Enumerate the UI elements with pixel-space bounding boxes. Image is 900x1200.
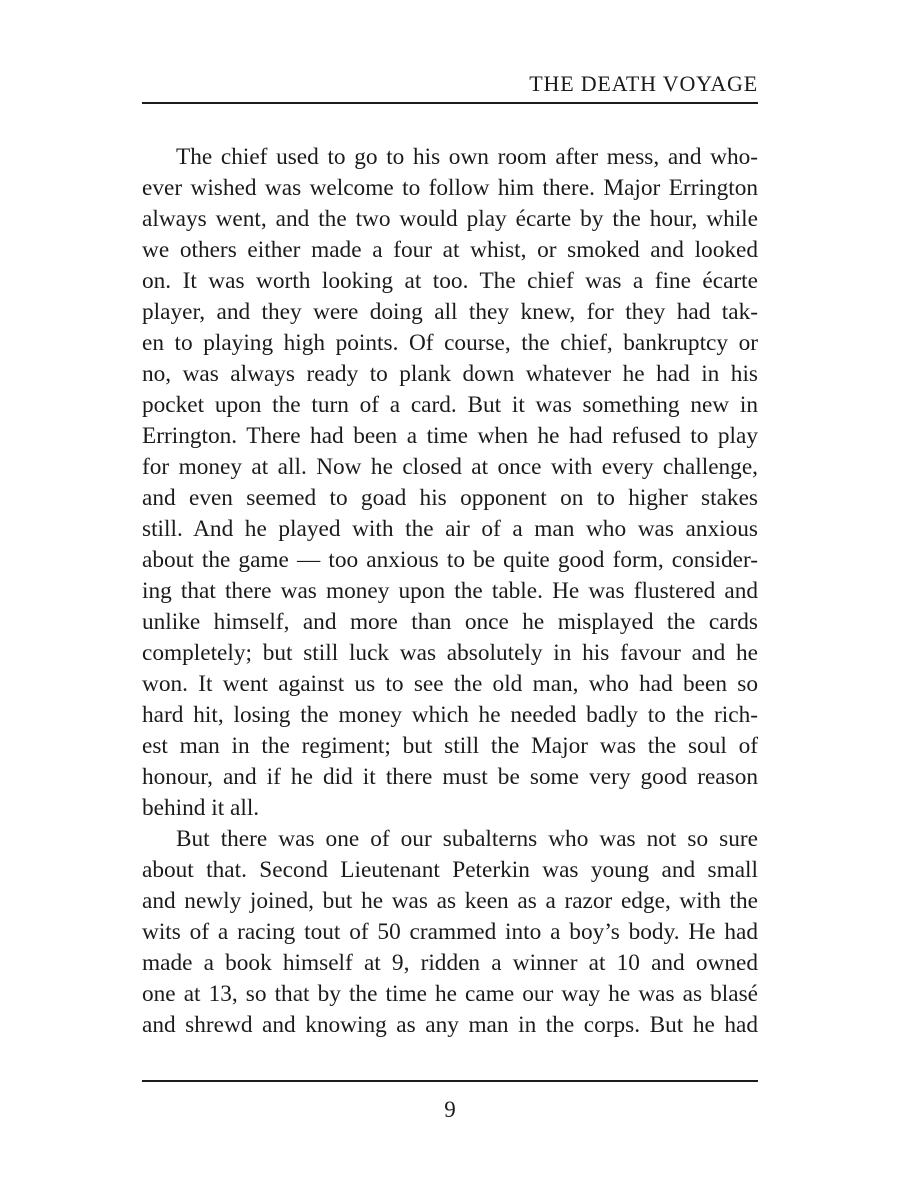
footer-rule xyxy=(142,1080,758,1082)
running-title: THE DEATH VOYAGE xyxy=(529,71,758,96)
text-line: still. And he played with the air of a man who was anxious xyxy=(142,516,758,542)
text-line: one at 13, so that by the time he came our way he was as blasé xyxy=(142,981,758,1007)
text-line: about that. Second Lieutenant Peterkin was young and small xyxy=(142,857,758,883)
text-line: hard hit, losing the money which he needed badly to the rich- xyxy=(142,702,758,728)
text-line: honour, and if he did it there must be some very good reason xyxy=(142,764,758,790)
text-line: player, and they were doing all they knew, for they had tak- xyxy=(142,299,758,325)
text-line: and shrewd and knowing as any man in the corps. But he had xyxy=(142,1012,758,1038)
text-line: The chief used to go to his own room after mess, and who- xyxy=(176,144,758,170)
paragraph-2 xyxy=(142,824,758,1041)
text-line: behind it all. xyxy=(142,795,260,821)
text-line: But there was one of our subalterns who was not so sure xyxy=(176,826,758,852)
text-line: en to playing high points. Of course, the chief, bankruptcy or xyxy=(142,330,758,356)
text-line: pocket upon the turn of a card. But it was something new in xyxy=(142,392,758,418)
page-body xyxy=(142,142,758,1041)
text-line: and even seemed to goad his opponent on to higher stakes xyxy=(142,485,758,511)
text-line: no, was always ready to plank down whatever he had in his xyxy=(142,361,758,387)
text-line: Errington. There had been a time when he had refused to play xyxy=(142,423,758,449)
text-line: about the game — too anxious to be quite good form, consider- xyxy=(142,547,758,573)
text-line: ing that there was money upon the table. He was flustered and xyxy=(142,578,758,604)
running-header xyxy=(142,70,758,104)
text-line: always went, and the two would play écarte by the hour, while xyxy=(142,206,758,232)
text-line: ever wished was welcome to follow him there. Major Errington xyxy=(142,175,758,201)
text-line: unlike himself, and more than once he misplayed the cards xyxy=(142,609,758,635)
text-line: made a book himself at 9, ridden a winner at 10 and owned xyxy=(142,950,758,976)
text-line: won. It went against us to see the old man, who had been so xyxy=(142,671,758,697)
text-line: we others either made a four at whist, or smoked and looked xyxy=(142,237,758,263)
text-line: for money at all. Now he closed at once with every challenge, xyxy=(142,454,758,480)
text-line: est man in the regiment; but still the Major was the soul of xyxy=(142,733,758,759)
page-number: 9 xyxy=(444,1097,456,1122)
paragraph-1 xyxy=(142,142,758,824)
text-line: and newly joined, but he was as keen as a razor edge, with the xyxy=(142,888,758,914)
text-line: on. It was worth looking at too. The chief was a fine écarte xyxy=(142,268,758,294)
text-line: wits of a racing tout of 50 crammed into a boy’s body. He had xyxy=(142,919,758,945)
text-line: completely; but still luck was absolutely in his favour and he xyxy=(142,640,758,666)
